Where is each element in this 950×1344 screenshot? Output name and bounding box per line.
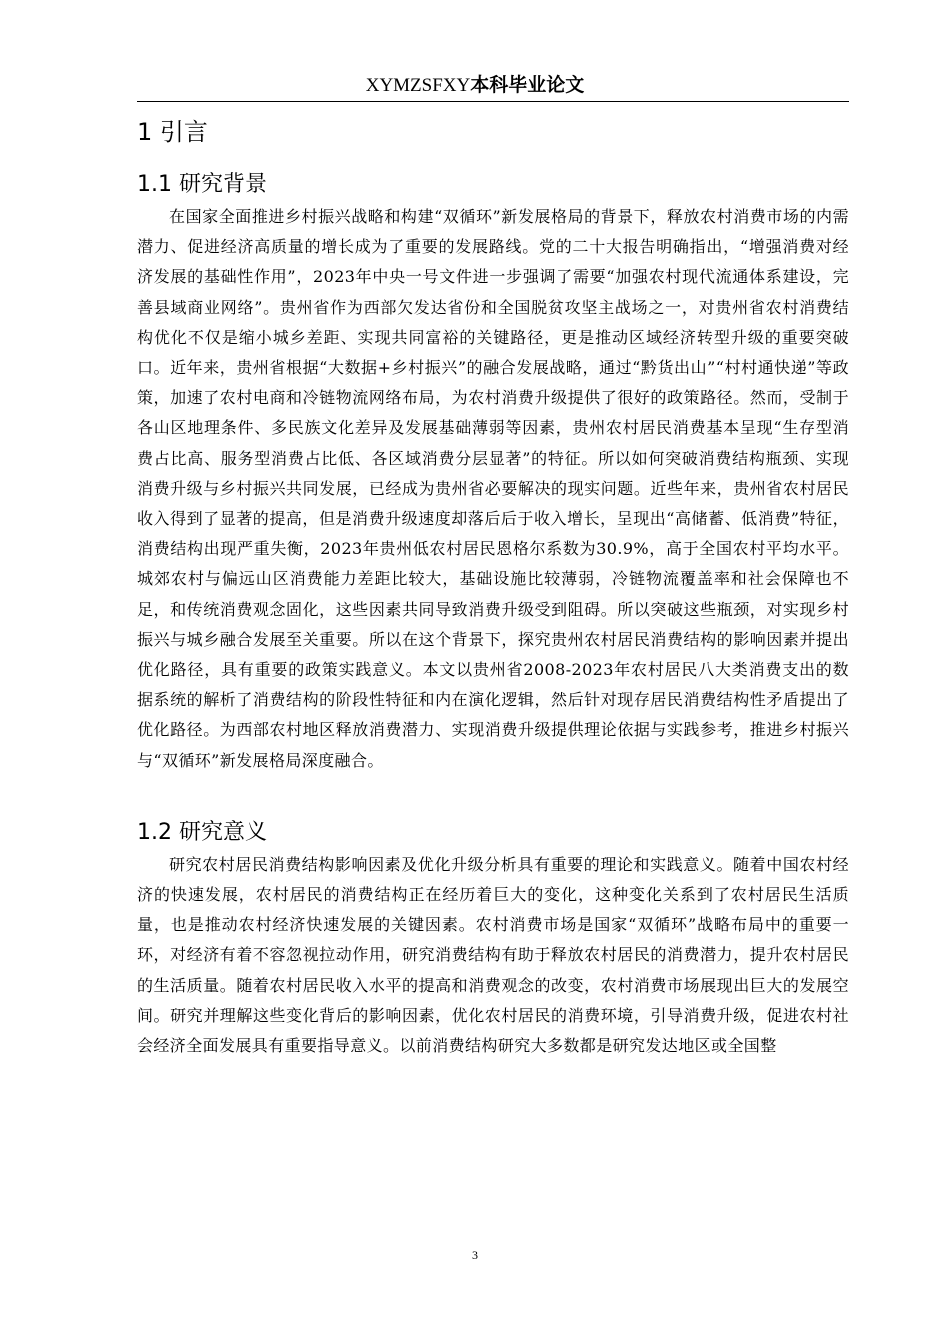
- header-school-code: XYMZSFXY: [365, 75, 471, 96]
- chapter-title: 1 引言: [137, 118, 208, 146]
- section-title: 1.2 研究意义: [137, 819, 267, 845]
- page-header: [0, 72, 950, 99]
- page-body: [137, 112, 849, 1061]
- header-divider: [137, 101, 849, 102]
- section-title: 1.1 研究背景: [137, 172, 267, 197]
- body-paragraph: 在国家全面推进乡村振兴战略和构建“双循环”新发展格局的背景下，释放农村消费市场的内需潜力、促进经济高质量的增长成为了重要的发展路线。党的二十大报告明确指出，“增强消费对经济发展的基础性作用”，2023年中央一号文件进一步强调了需要“加强农村现代流通体系建设，完善县域商业网络”。贵州省作为西部欠发达省份和全国脱贫攻坚主战场之一，对贵州省农村消费结构优化不仅是缩小城乡差距、实现共同富裕的关键路径，更是推动区域经济转型升级的重要突破口。近年来，贵州省根据“大数据+乡村振兴”的融合发展战略，通过“黔货出山”“村村通快递”等政策，加速了农村电商和冷链物流网络布局，为农村消费升级提供了很好的政策路径。然而，受制于各山区地理条件、多民族文化差异及发展基础薄弱等因素，贵州农村居民消费基本呈现“生存型消费占比高、服务型消费占比低、各区域消费分层显著”的特征。所以如何突破消费结构瓶颈、实现消费升级与乡村振兴共同发展，已经成为贵州省必要解决的现实问题。近些年来，贵州省农村居民收入得到了显著的提高，但是消费升级速度却落后后于收入增长，呈现出“高储蓄、低消费”特征，消费结构出现严重失衡，2023年贵州低农村居民恩格尔系数为30.9%，高于全国农村平均水平。城郊农村与偏远山区消费能力差距比较大，基础设施比较薄弱，冷链物流覆盖率和社会保障也不足，和传统消费观念固化，这些因素共同导致消费升级受到阻碍。所以突破这些瓶颈，对实现乡村振兴与城乡融合发展至关重要。所以在这个背景下，探究贵州农村居民消费结构的影响因素并提出优化路径，具有重要的政策实践意义。本文以贵州省2008-2023年农村居民八大类消费支出的数据系统的解析了消费结构的阶段性特征和内在演化逻辑，然后针对现存居民消费结构性矛盾提出了优化路径。为西部农村地区释放消费潜力、实现消费升级提供理论依据与实践参考，推进乡村振兴与“双循环”新发展格局深度融合。: [137, 207, 849, 770]
- page-number: 3: [472, 1248, 478, 1262]
- header-thesis-type: 本科毕业论文: [470, 74, 585, 96]
- body-paragraph: 研究农村居民消费结构影响因素及优化升级分析具有重要的理论和实践意义。随着中国农村经济的快速发展，农村居民的消费结构正在经历着巨大的变化，这种变化关系到了农村居民生活质量，也是推动农村经济快速发展的关键因素。农村消费市场是国家“双循环”战略布局中的重要一环，对经济有着不容忽视拉动作用，研究消费结构有助于释放农村居民的消费潜力，提升农村居民的生活质量。随着农村居民收入水平的提高和消费观念的改变，农村消费市场展现出巨大的发展空间。研究并理解这些变化背后的影响因素，优化农村居民的消费环境，引导消费升级，促进农村社会经济全面发展具有重要指导意义。以前消费结构研究大多数都是研究发达地区或全国整: [137, 854, 849, 1056]
- section-research-significance: [137, 816, 849, 1061]
- section-research-background: [137, 168, 849, 776]
